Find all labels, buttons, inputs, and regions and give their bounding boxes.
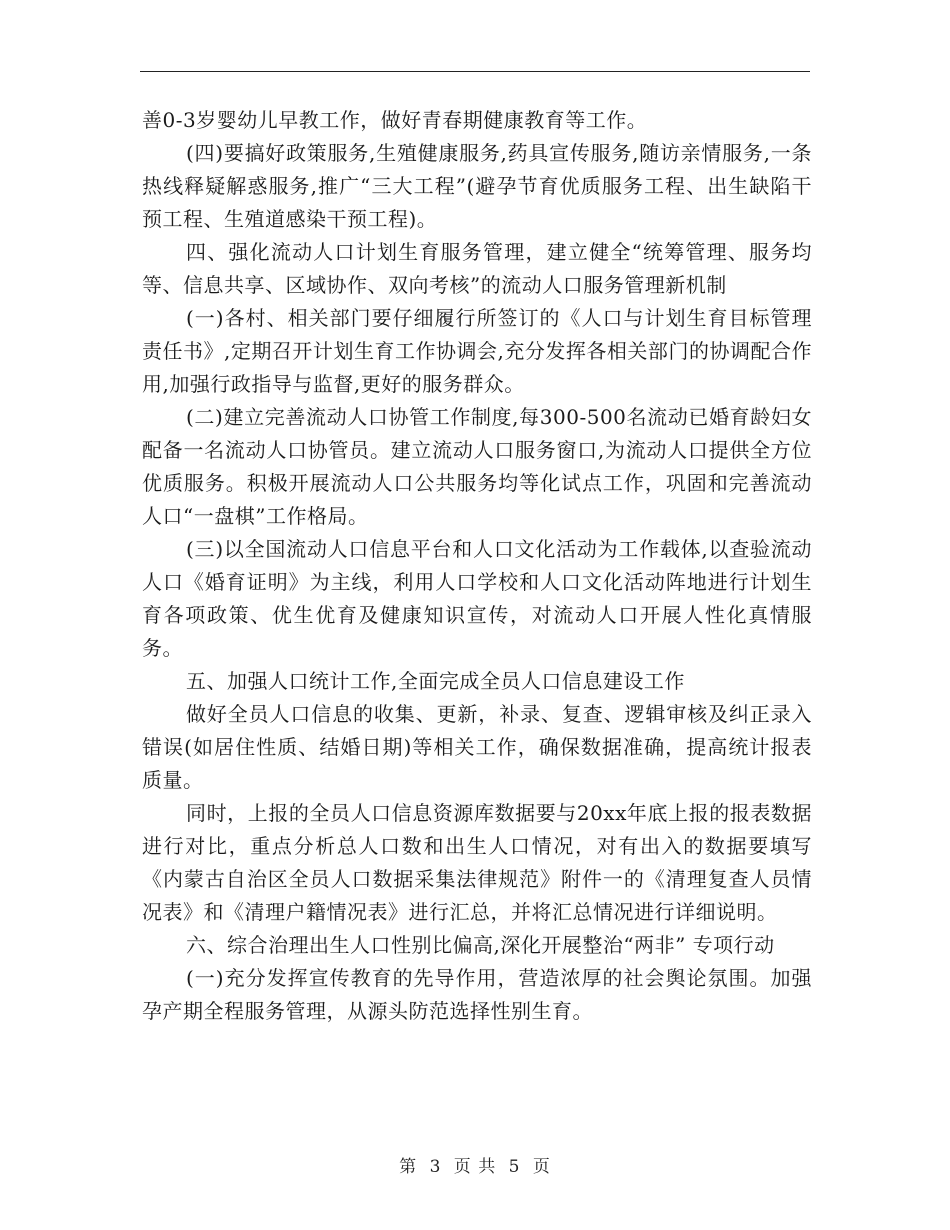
footer-prefix: 第 [399, 1157, 418, 1177]
paragraph: (二)建立完善流动人口协管工作制度,每300-500名流动已婚育龄妇女配备一名流动人口协管员。建立流动人口服务窗口,为流动人口提供全方位优质服务。积极开展流动人口公共服务均等化试点工作，巩固和完善流动人口“一盘棋”工作格局。 [142, 405, 812, 528]
paragraph: 做好全员人口信息的收集、更新，补录、复查、逻辑审核及纠正录入错误(如居住性质、结婚日期)等相关工作，确保数据准确，提高统计报表质量。 [142, 702, 812, 792]
paragraph: 善0-3岁婴幼儿早教工作，做好青春期健康教育等工作。 [142, 108, 648, 132]
document-body [142, 104, 812, 1028]
current-page-number: 3 [429, 1157, 442, 1177]
footer-suffix: 页 [532, 1157, 551, 1177]
paragraph: 同时，上报的全员人口信息资源库数据要与20xx年底上报的报表数据进行对比，重点分析总人口数和出生人口情况，对有出入的数据要填写《内蒙古自治区全员人口数据采集法律规范》附件一的《清理复查人员情况表》和《清理户籍情况表》进行汇总，并将汇总情况进行详细说明。 [142, 801, 812, 924]
paragraph: 四、强化流动人口计划生育服务管理，建立健全“统筹管理、服务均等、信息共享、区域协作、双向考核”的流动人口服务管理新机制 [142, 240, 812, 297]
footer-middle: 页 共 [453, 1157, 497, 1177]
paragraph: 六、综合治理出生人口性别比偏高,深化开展整治“两非” 专项行动 [186, 933, 775, 957]
paragraph: 五、加强人口统计工作,全面完成全员人口信息建设工作 [186, 669, 685, 693]
paragraph: (三)以全国流动人口信息平台和人口文化活动为工作载体,以查验流动人口《婚育证明》为主线，利用人口学校和人口文化活动阵地进行计划生育各项政策、优生优育及健康知识宣传，对流动人口开展人性化真情服务。 [142, 537, 812, 660]
paragraph: (一)充分发挥宣传教育的先导作用，营造浓厚的社会舆论氛围。加强孕产期全程服务管理，从源头防范选择性别生育。 [142, 966, 812, 1023]
paragraph: (一)各村、相关部门要仔细履行所签订的《人口与计划生育目标管理责任书》,定期召开计划生育工作协调会,充分发挥各相关部门的协调配合作用,加强行政指导与监督,更好的服务群众。 [142, 306, 812, 396]
page-footer [0, 1152, 950, 1177]
header-rule [140, 71, 810, 72]
paragraph: (四)要搞好政策服务,生殖健康服务,药具宣传服务,随访亲情服务,一条热线释疑解惑服务,推广“三大工程”(避孕节育优质服务工程、出生缺陷干预工程、生殖道感染干预工程)。 [142, 141, 812, 231]
total-page-count: 5 [508, 1157, 521, 1177]
